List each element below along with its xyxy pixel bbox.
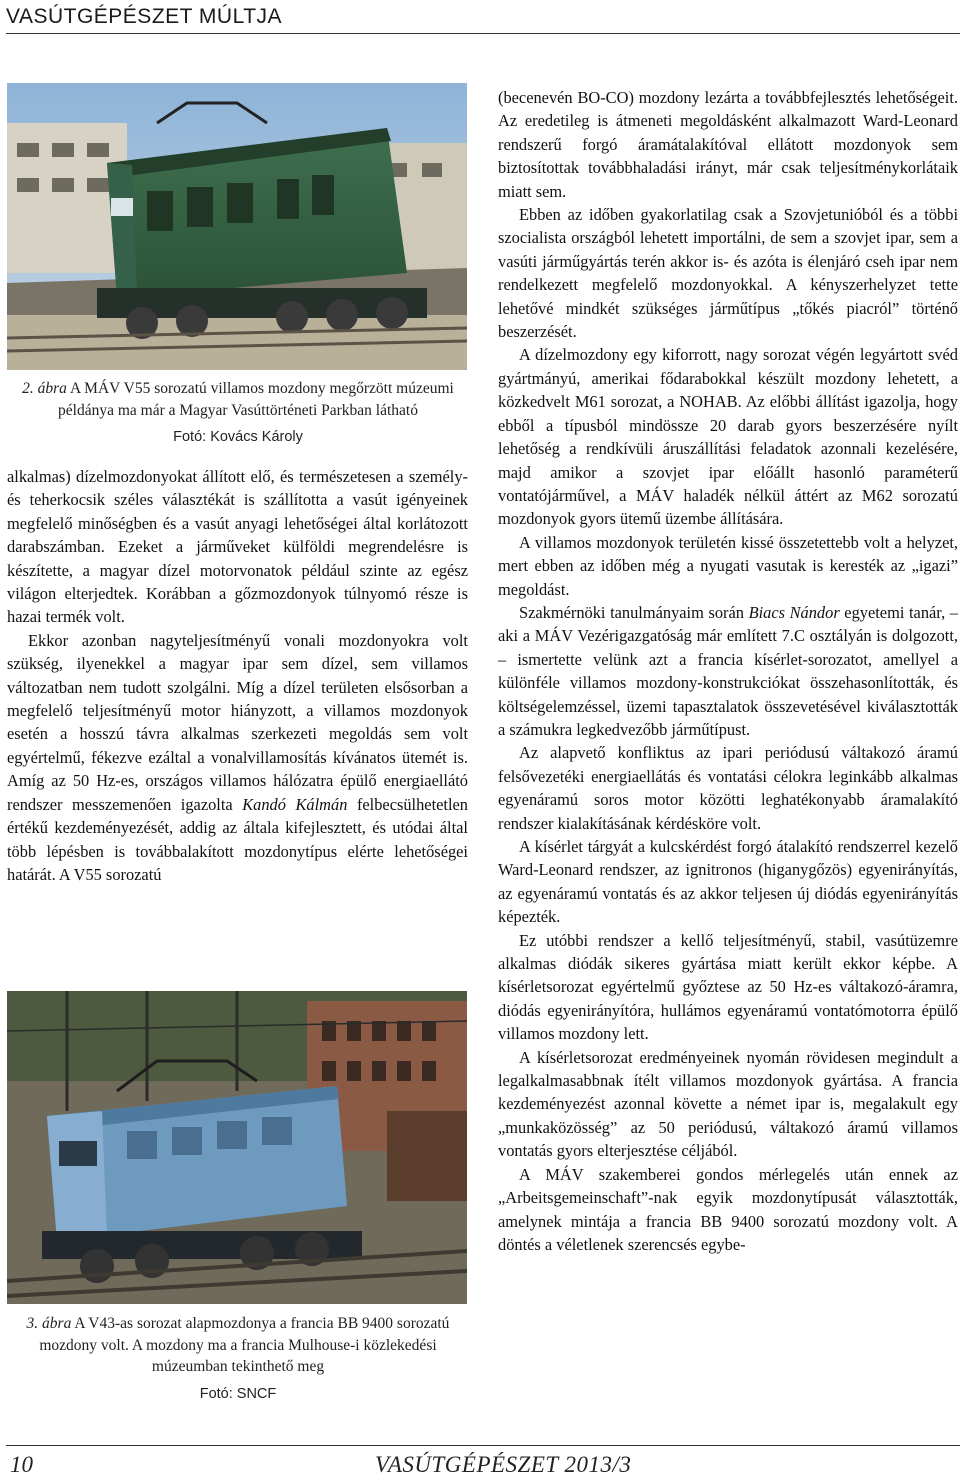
blue-locomotive-image [7, 991, 467, 1304]
header-rule [6, 33, 960, 34]
footer-rule [6, 1445, 960, 1446]
right-paragraph-2: Ebben az időben gyakorlatilag csak a Szovjetunióból és a többi szocialista országból lehetett importálni, de sem a szovjet ipar, sem a vasúti járműgyártás terén akkor is- és azóta is élenjáró cseh ipar nem rendelkezett megfelelő mozdonyokkal. A kényszerhelyzet tette lehetővé mindkét szükséges járműtípus „tőkés piacról” történő beszerzését. [498, 205, 958, 342]
left-paragraph-1: alkalmas) dízelmozdonyokat állított elő, és természetesen a személy- és teherkocsik széles választékát is szállította a vasút igényeinek megfelelő minőségben és a vasút anyagi lehetőségei által korlátozott darabszámban. Ezeket a járműveket külföldi megrendelésre is készítette, a magyar dízel motorvonatok például szinte az egész világon elterjedtek. Korábban a gőzmozdonyok túlnyomó része is hazai termék volt. [7, 467, 468, 627]
right-column-text [498, 86, 958, 1256]
right-paragraph-5-part-1: Szakmérnöki tanulmányaim során [519, 602, 749, 622]
right-paragraph-8: Ez utóbbi rendszer a kellő teljesítményű, stabil, vasútüzemre alkalmas diódák sikeres gyártása miatt került ekkor képbe. A kísérletsorozat egyértelmű győztese az 50 Hz-es váltakozó-áramra, diódás egyenirányítóra, hullámos egyenáramú vontatómotorra épülő villamos mozdony lett. [498, 930, 958, 1044]
left-column-text [7, 465, 468, 886]
person-name-kando: Kandó Kálmán [242, 794, 348, 814]
figure-2-text: A MÁV V55 sorozatú villamos mozdony megőrzött múzeumi példánya ma már a Magyar Vasúttörténeti Parkban látható [58, 380, 454, 419]
left-paragraph-2-part-1: Ekkor azonban nagyteljesítményű vonali mozdonyokra volt szükség, ilyenekkel a magyar ipar sem dízel, sem villamos változatban nem tudott szolgálni. Míg a dízel területen elsősorban a megfelelő teljesítményű motor hiányzott, a villamos mozdonyok esetén a hosszú távra alkalmas szerkezeti megoldás sem volt egyértelmű, fékezve ezáltal a vonalvillamosítás kívánatos ütemét is. Amíg az 50 Hz-es, országos villamos hálózatra épülő energiaellátó rendszer messzemenően igazolta [7, 630, 468, 814]
person-name-biacs: Biacs Nándor [748, 602, 840, 622]
right-paragraph-3: A dízelmozdony egy kiforrott, nagy sorozat végén legyártott svéd gyártmányú, amerikai fődarabokkal készült mozdony lehetett, a közkedvelt M61 sorozat, a NOHAB. Az előbbi állítást igazolja, hogy ebből a típusból mindössze 20 darab gyors beszerzésére nyílt lehetőség a rendkívüli áruszállítási feladatok azonnali kezelésére, majd amikor a szovjet ipar előállt hasonló paraméterű vontatójárművel, a MÁV haladék nélkül áttért az M62 sorozatú mozdonyok gyors ütemű üzembe állítására. [498, 345, 958, 529]
figure-2-caption [7, 378, 469, 449]
right-paragraph-5-part-2: egyetemi tanár, – aki a MÁV Vezérigazgatóság már említett 7.C osztályán is dolgozott, – ismertette velünk azt a francia kísérlet-sorozatot, amellyel a különféle villamos mozdony-konstrukciókat összehasonlították, és költségelemzéssel, üzemi tapasztalatok összevetésével kiválasztották a számukra legkedvezőbb járműtípust. [498, 602, 958, 739]
left-paragraph-2-part-2: felbecsülhetetlen értékű kezdeményezését, addig az általa kifejlesztett, és utódai által több lépésben is továbbalakított mozdonytípus elérte lehetőségei határát. A V55 sorozatú [7, 794, 468, 884]
right-paragraph-6: Az alapvető konfliktus az ipari periódusú váltakozó áramú felsővezetéki energiaellátás és vontatási célokra leginkább alkalmas egyenáramú soros motor közötti leghatékonyabb áramalakító rendszer kialakításának kérdésköre volt. [498, 743, 958, 833]
figure-2-credit: Fotó: Kovács Károly [173, 429, 303, 445]
journal-issue: VASÚTGÉPÉSZET 2013/3 [375, 1452, 632, 1477]
figure-3-text: A V43-as sorozat alapmozdonya a francia BB 9400 sorozatú mozdony volt. A mozdony ma a francia Mulhouse-i közlekedési múzeumban tekinthető meg [39, 1315, 450, 1375]
right-paragraph-5 [498, 601, 958, 741]
left-paragraph-2 [7, 629, 468, 886]
green-locomotive-image [7, 83, 467, 370]
figure-3-label: 3. ábra [26, 1315, 72, 1332]
right-paragraph-7: A kísérlet tárgyát a kulcskérdést forgó átalakító rendszerrel kezelő Ward-Leonard rendszer, az ignitronos (higanygőzös) egyenirányítás, az egyenáramú vontatás és az akkor teljesen új diódás egyenirányítás képezték. [498, 837, 958, 927]
right-paragraph-4: A villamos mozdonyok területén kissé összetettebb volt a helyzet, mert ebben az időben még a nyugati vasutak is keresték az „igazi” megoldást. [498, 532, 958, 599]
right-paragraph-9: A kísérletsorozat eredményeinek nyomán rövidesen megindult a legalkalmasabbnak ítélt villamos mozdonyok gyártása. A francia kezdeményezést azonnal követte a német ipar is, megalakult egy „munkaközösség” az 50 periódusú, váltakozó áramú villamos vontatás gyors elterjesztése céljából. [498, 1047, 958, 1161]
figure-3-credit: Fotó: SNCF [199, 1385, 277, 1402]
right-paragraph-1: (becenevén BO-CO) mozdony lezárta a továbbfejlesztés lehetőségeit. Az eredetileg is átmeneti megoldásként alkalmazott Ward-Leonard rendszerű forgó áramátalakítóval ellátott mozdonyok sem biztosítottak továbbhaladási irányt, már csak teljesítménykorlátaik miatt sem. [498, 88, 958, 201]
running-header: VASÚTGÉPÉSZET MÚLTJA [6, 5, 283, 28]
figure-3-photo [7, 991, 467, 1304]
page-number: 10 [10, 1452, 33, 1477]
right-paragraph-10: A MÁV szakemberei gondos mérlegelés után ennek az „Arbeitsgemeinschaft”-nak egyik mozdonytípusát választották, amelynek mintája a francia BB 9400 sorozatú mozdony volt. A döntés a véletlenek szerencsés egybe- [498, 1164, 958, 1254]
figure-2-photo [7, 83, 467, 370]
figure-2-label: 2. ábra [22, 380, 67, 397]
figure-3-caption [7, 1313, 469, 1405]
